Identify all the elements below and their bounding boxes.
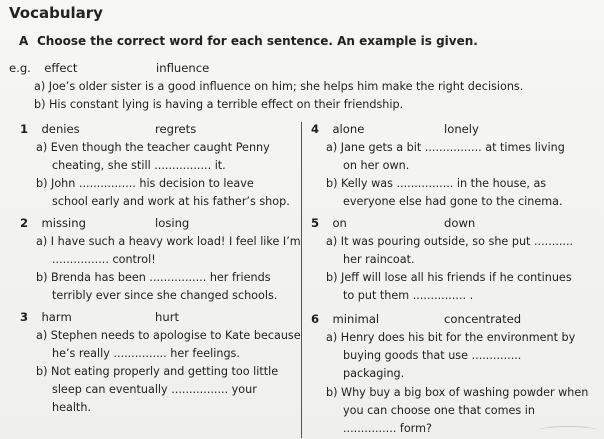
item-line: cheating, she still ................ it. bbox=[52, 159, 226, 172]
item-line: a) It was pouring outside, so she put ........... bbox=[326, 235, 574, 248]
item-line: packaging. bbox=[343, 367, 405, 380]
item-line: b) Jeff will lose all his friends if he continues bbox=[326, 271, 572, 284]
item-number: 4 bbox=[311, 122, 320, 136]
item-line: sleep can eventually ................ your bbox=[52, 383, 257, 396]
item-line: her raincoat. bbox=[343, 253, 415, 266]
item-number: 3 bbox=[20, 310, 29, 324]
item-line: ............... form? bbox=[343, 422, 432, 435]
item-line: everyone else had gone to the cinema. bbox=[343, 195, 563, 208]
item-word-1: alone bbox=[332, 122, 365, 136]
item-line: a) Jane gets a bit ................ at times living bbox=[326, 141, 565, 154]
example-label: e.g. bbox=[9, 61, 31, 75]
item-line: b) Why buy a big box of washing powder when bbox=[326, 386, 589, 399]
item-number: 2 bbox=[20, 216, 29, 230]
example-line-a: a) Joe’s older sister is a good influence on him; she helps him make the right decisions. bbox=[34, 80, 524, 93]
item-line: a) I have such a heavy work load! I feel like I’m bbox=[36, 235, 301, 248]
item-number: 6 bbox=[311, 312, 320, 326]
item-line: he’s really ............... her feelings. bbox=[52, 347, 240, 360]
item-line: to put them ............... . bbox=[343, 289, 474, 302]
item-3-header bbox=[20, 310, 72, 324]
item-number: 5 bbox=[311, 216, 320, 230]
item-word-2: concentrated bbox=[444, 312, 522, 326]
item-line: health. bbox=[52, 401, 91, 414]
item-word-1: missing bbox=[41, 216, 86, 230]
item-line: a) Even though the teacher caught Penny bbox=[36, 141, 270, 154]
item-6-header bbox=[311, 312, 379, 326]
item-line: you can choose one that comes in bbox=[343, 404, 535, 417]
instruction-text: Choose the correct word for each sentence. An example is given. bbox=[37, 34, 478, 48]
item-line: school early and work at his father’s shop. bbox=[52, 195, 290, 208]
section-title: Vocabulary bbox=[9, 4, 103, 22]
item-line: ................ control! bbox=[52, 253, 156, 266]
item-word-2: regrets bbox=[155, 122, 197, 136]
item-word-1: harm bbox=[41, 310, 72, 324]
item-line: a) Stephen needs to apologise to Kate because bbox=[36, 329, 301, 342]
example-word-2: influence bbox=[156, 61, 210, 75]
item-word-1: denies bbox=[41, 122, 80, 136]
instruction bbox=[19, 34, 478, 48]
item-2-header bbox=[20, 216, 86, 230]
item-word-1: on bbox=[332, 216, 347, 230]
item-word-2: hurt bbox=[155, 310, 180, 324]
example-line-b: b) His constant lying is having a terrible effect on their friendship. bbox=[34, 98, 404, 111]
item-word-2: down bbox=[444, 216, 476, 230]
item-line: b) Brenda has been ................ her friends bbox=[36, 271, 271, 284]
instruction-letter: A bbox=[19, 34, 29, 48]
page-curl-mark bbox=[538, 426, 598, 435]
item-word-2: lonely bbox=[444, 122, 479, 136]
item-4-header bbox=[311, 122, 364, 136]
item-line: buying goods that use .............. bbox=[343, 349, 522, 362]
item-line: b) Kelly was ................ in the house, as bbox=[326, 177, 547, 190]
example-word-1: effect bbox=[44, 61, 78, 75]
item-word-1: minimal bbox=[332, 312, 380, 326]
item-number: 1 bbox=[20, 122, 29, 136]
item-word-2: losing bbox=[155, 216, 190, 230]
item-5-header bbox=[311, 216, 347, 230]
example-header bbox=[9, 61, 77, 75]
item-1-header bbox=[20, 122, 80, 136]
column-divider bbox=[301, 122, 302, 438]
item-line: a) Henry does his bit for the environment by bbox=[326, 331, 576, 344]
item-line: b) Not eating properly and getting too little bbox=[36, 365, 279, 378]
item-line: b) John ................ his decision to leave bbox=[36, 177, 254, 190]
item-line: on her own. bbox=[343, 159, 410, 172]
item-line: terribly ever since she changed schools. bbox=[52, 289, 278, 302]
